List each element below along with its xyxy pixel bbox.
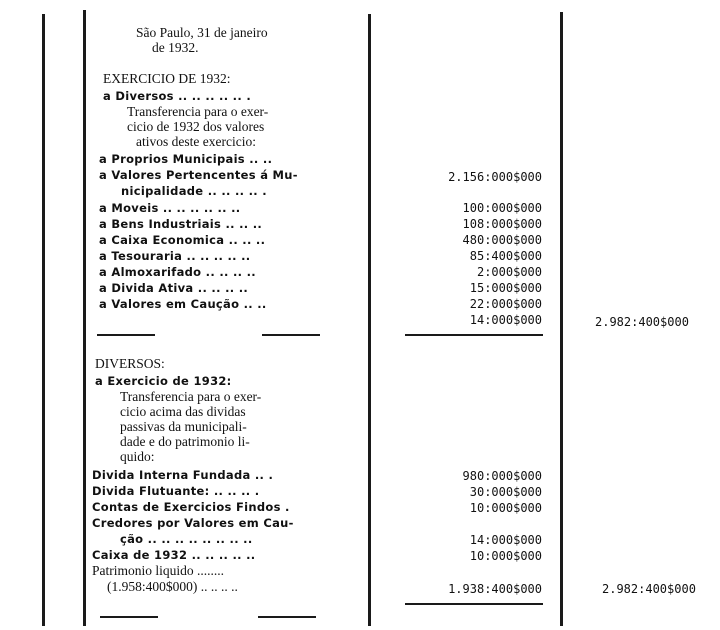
section2-item-label: Contas de Exercicios Findos . [92, 500, 290, 514]
section2-item-amount: 980:000$000 [462, 469, 542, 483]
section2-desc-line: quido: [120, 449, 155, 464]
section2-item-amount: 10:000$000 [469, 501, 542, 515]
section1-item-amount: 108:000$000 [462, 217, 542, 231]
section1-desc-line: Transferencia para o exer- [127, 104, 269, 119]
column-rule-amounts [560, 12, 563, 626]
section2-entry-title: a Exercicio de 1932: [95, 374, 232, 388]
section1-item-amount: 100:000$000 [462, 201, 542, 215]
section2-item-amount: 10:000$000 [469, 549, 542, 563]
section1-entry-title: a Diversos .. .. .. .. .. . [103, 89, 251, 103]
section2-item-label: Patrimonio liquido ........ [92, 563, 225, 578]
section1-item-label: a Tesouraria .. .. .. .. .. [99, 249, 251, 263]
section1-item-amount: 2.156:000$000 [448, 170, 542, 184]
section2-item-label: Credores por Valores em Cau- [92, 516, 294, 530]
section1-item-label: a Moveis .. .. .. .. .. .. [99, 201, 241, 215]
column-rule-middle [368, 14, 371, 626]
section2-item-amount: 30:000$000 [469, 485, 542, 499]
section2-desc-line: passivas da municipali- [120, 419, 247, 434]
section1-item-amount: 2:000$000 [476, 265, 542, 279]
section2-item-label: Divida Interna Fundada .. . [92, 468, 274, 482]
place-date-line-2: de 1932. [152, 40, 199, 55]
section1-item-label: a Valores em Caução .. .. [99, 297, 267, 311]
section1-item-amount: 85:400$000 [469, 249, 542, 263]
section2-item-amount: 14:000$000 [469, 533, 542, 547]
section1-underline-right [262, 334, 320, 336]
section1-item-amount: 15:000$000 [469, 281, 542, 295]
column-rule-left [42, 14, 45, 626]
section1-item-amount: 22:000$000 [469, 297, 542, 311]
section1-item-label: a Proprios Municipais .. .. [99, 152, 273, 166]
section2-underline-right [258, 616, 316, 618]
section1-underline-left [97, 334, 155, 336]
section1-item-label: a Almoxarifado .. .. .. .. [99, 265, 256, 279]
section2-total: 2.982:400$000 [602, 582, 696, 596]
section1-item-label: nicipalidade .. .. .. .. . [121, 184, 267, 198]
section2-underline-left [100, 616, 158, 618]
section2-item-label: Caixa de 1932 .. .. .. .. .. [92, 548, 256, 562]
section1-item-amount: 14:000$000 [469, 313, 542, 327]
section2-desc-line: cicio acima das dividas [120, 404, 246, 419]
section2-item-label: Divida Flutuante: .. .. .. . [92, 484, 260, 498]
section1-item-label: a Divida Ativa .. .. .. .. [99, 281, 249, 295]
section1-desc-line: cicio de 1932 dos valores [127, 119, 265, 134]
section2-desc-line: dade e do patrimonio li- [120, 434, 250, 449]
section1-item-label: a Bens Industriais .. .. .. [99, 217, 263, 231]
section2-desc-line: Transferencia para o exer- [120, 389, 262, 404]
section1-title: EXERCICIO DE 1932: [103, 71, 231, 86]
section2-item-label: (1.958:400$000) .. .. .. .. [107, 579, 238, 594]
section1-item-amount: 480:000$000 [462, 233, 542, 247]
section1-desc-line: ativos deste exercicio: [136, 134, 256, 149]
column-rule-text [83, 10, 86, 626]
section2-item-amount: 1.938:400$000 [448, 582, 542, 596]
section2-title: DIVERSOS: [95, 356, 165, 371]
section1-amount-rule [405, 334, 543, 336]
place-date-line-1: São Paulo, 31 de janeiro [136, 25, 268, 40]
section1-item-label: a Caixa Economica .. .. .. [99, 233, 266, 247]
section1-item-label: a Valores Pertencentes á Mu- [99, 168, 298, 182]
section2-amount-rule [405, 603, 543, 605]
section1-total: 2.982:400$000 [595, 315, 689, 329]
section2-item-label: ção .. .. .. .. .. .. .. .. [120, 532, 253, 546]
